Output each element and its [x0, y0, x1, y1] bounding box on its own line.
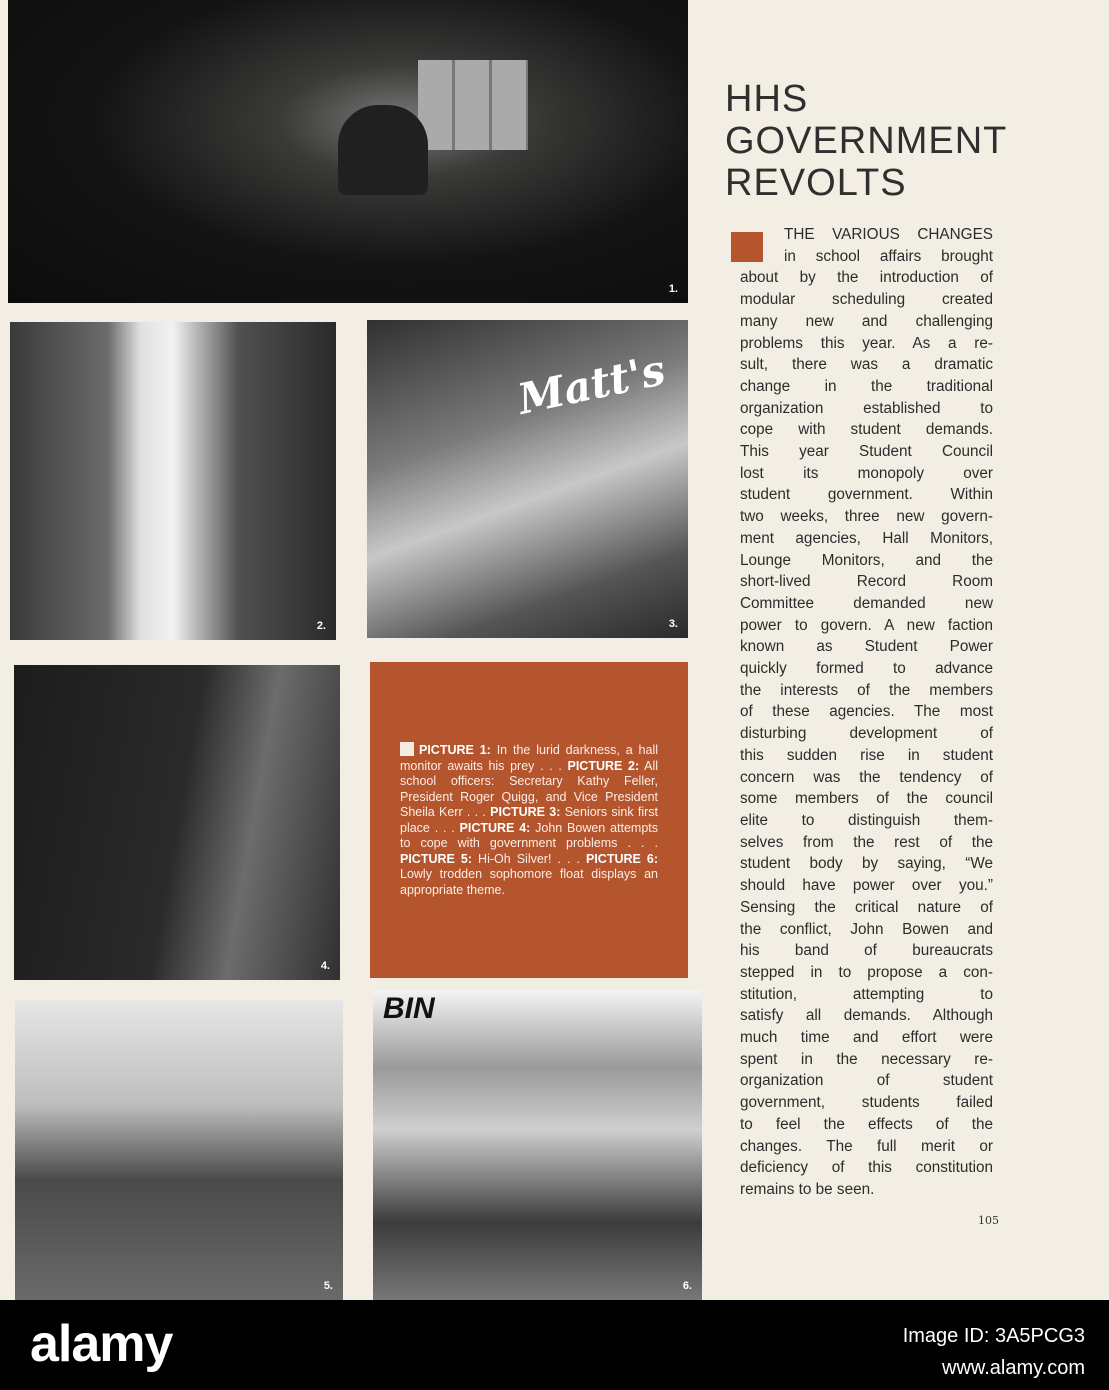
footer-info	[903, 1320, 1085, 1384]
caption-label: PICTURE 6:	[585, 851, 658, 866]
lockers	[418, 60, 528, 150]
body-line: his band of bureaucrats	[740, 942, 993, 960]
body-line: ment agencies, Hall Monitors,	[740, 529, 993, 547]
photo-5-hi-oh-silver	[15, 1000, 343, 1300]
body-line: organization of student	[740, 1072, 993, 1090]
body-line: much time and effort were	[740, 1029, 993, 1047]
body-line: spent in the necessary re-	[740, 1050, 993, 1068]
body-line: problems this year. As a re-	[740, 334, 993, 352]
body-line: this sudden rise in student	[740, 746, 993, 764]
body-line: to feel the effects of the	[740, 1115, 993, 1133]
body-line: two weeks, three new govern-	[740, 508, 993, 526]
footer-url: www.alamy.com	[942, 1357, 1085, 1379]
body-line: stitution, attempting to	[740, 985, 993, 1003]
image-id: Image ID: 3A5PCG3	[902, 1325, 1085, 1347]
body-line: of these agencies. The most	[740, 703, 993, 721]
body-line: some members of the council	[740, 790, 993, 808]
caption-label: PICTURE 5:	[400, 851, 473, 866]
body-line: the conflict, John Bowen and	[740, 920, 993, 938]
page-number: 105	[978, 1214, 999, 1227]
photo-1-hall-monitor	[8, 0, 688, 303]
body-line: in school affairs brought	[784, 247, 993, 265]
body-line: disturbing development of	[740, 725, 993, 743]
heading-line: REVOLTS	[725, 162, 907, 204]
heading-line: HHS	[725, 78, 809, 120]
caption-box	[370, 662, 688, 978]
caption-text: John Bowen attempts to cope with government problems . . .	[400, 820, 659, 850]
caption-text: Seniors sink first place . . .	[400, 805, 658, 835]
body-line: the interests of the members	[740, 681, 993, 699]
body-line: deficiency of this constitution	[740, 1159, 993, 1177]
photo-number: 3.	[668, 618, 678, 630]
body-line: satisfy all demands. Although	[740, 1007, 993, 1025]
body-line: modular scheduling created	[740, 291, 993, 309]
body-line: selves from the rest of the	[740, 833, 993, 851]
body-line: Sensing the critical nature of	[740, 898, 993, 916]
body-line: power to govern. A new faction	[740, 616, 993, 634]
body-line: Lounge Monitors, and the	[740, 551, 993, 569]
body-line: sult, there was a dramatic	[740, 356, 993, 374]
cafe-sign: Matt's	[513, 345, 670, 424]
body-line: many new and challenging	[740, 312, 993, 330]
photo-number: 6.	[682, 1280, 692, 1292]
body-line: Committee demanded new	[740, 594, 993, 612]
body-line: concern was the tendency of	[740, 768, 993, 786]
body-line: quickly formed to advance	[740, 660, 993, 678]
body-line: about by the introduction of	[740, 269, 993, 287]
article-body	[740, 224, 993, 1201]
body-line: student body by saying, “We	[740, 855, 993, 873]
seated-figure	[338, 105, 428, 195]
body-line: stepped in to propose a con-	[740, 963, 993, 981]
body-line: organization established to	[740, 399, 993, 417]
body-line: known as Student Power	[740, 638, 993, 656]
photo-number: 1.	[668, 283, 678, 295]
body-line: lost its monopoly over	[740, 464, 993, 482]
caption-label: PICTURE 1:	[419, 743, 491, 757]
body-line: government, students failed	[740, 1094, 993, 1112]
photo-number: 4.	[320, 960, 330, 972]
watermark-footer	[0, 1300, 1109, 1390]
photo-4-john-bowen	[14, 665, 340, 980]
caption-label: PICTURE 4:	[459, 820, 531, 835]
article-heading	[725, 78, 1007, 204]
body-line: This year Student Council	[740, 443, 993, 461]
body-line: change in the traditional	[740, 377, 993, 395]
body-line: changes. The full merit or	[740, 1137, 993, 1155]
caption-square-icon	[400, 742, 414, 756]
body-line: short-lived Record Room	[740, 573, 993, 591]
photo-2-school-officers	[10, 322, 336, 640]
photo-6-sophomore-float	[373, 990, 702, 1300]
body-line: cope with student demands.	[740, 421, 993, 439]
body-line: remains to be seen.	[740, 1180, 875, 1198]
body-line: should have power over you.”	[740, 877, 993, 895]
caption-text: Hi-Oh Silver! . . .	[472, 851, 586, 866]
body-line: THE VARIOUS CHANGES	[784, 226, 993, 243]
caption-text: All school officers: Secretary Kathy Feller, President Roger Quigg, and Vice President Sheila Kerr . . .	[400, 758, 659, 819]
body-line: student government. Within	[740, 486, 993, 504]
photo-3-float	[367, 320, 688, 638]
caption-text: Lowly trodden sophomore float displays an appropriate theme.	[400, 867, 658, 897]
caption-label: PICTURE 3:	[490, 805, 561, 819]
body-line: elite to distinguish them-	[740, 811, 993, 829]
store-sign: BIN	[383, 992, 435, 1025]
photo-number: 5.	[323, 1280, 333, 1292]
caption-text: In the lurid darkness, a hall monitor awaits his prey . . .	[400, 743, 658, 773]
heading-line: GOVERNMENT	[725, 120, 1008, 162]
accent-square-icon	[731, 232, 763, 262]
photo-number: 2.	[316, 620, 326, 632]
alamy-logo: alamy	[30, 1315, 173, 1373]
caption-label: PICTURE 2:	[567, 758, 640, 773]
